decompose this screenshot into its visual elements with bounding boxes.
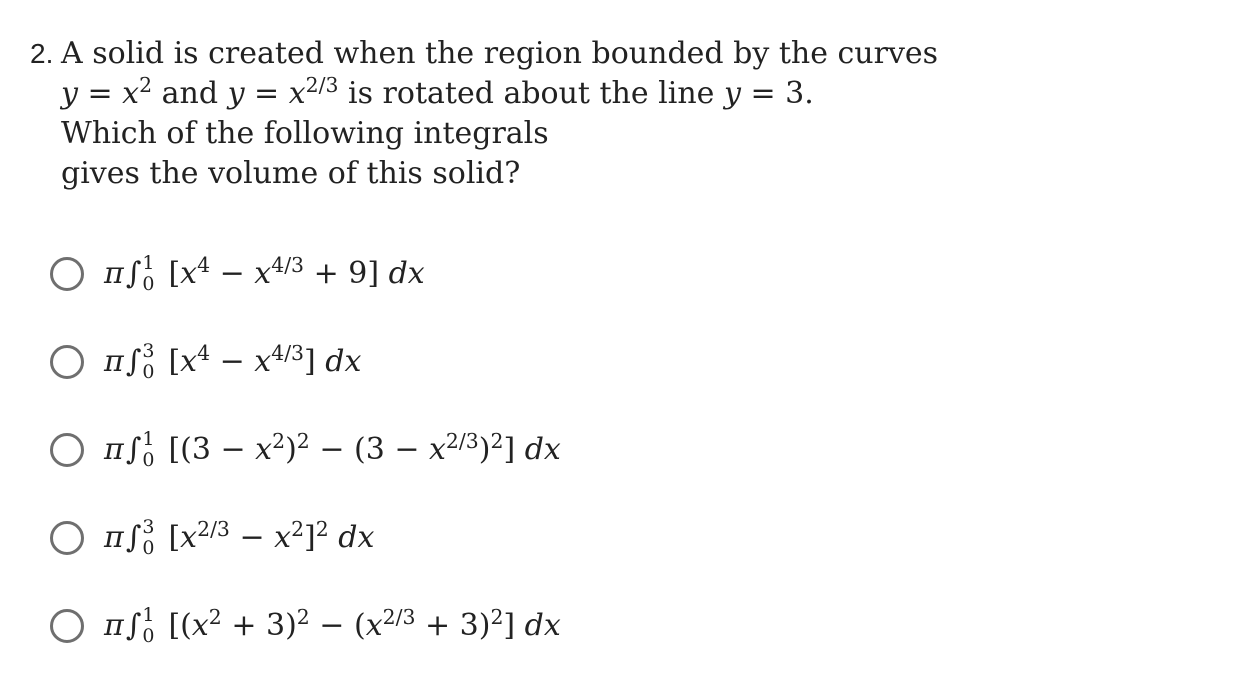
- math-var-x: x: [122, 76, 140, 111]
- math-equals: =: [77, 76, 123, 111]
- integral-sign: ∫ 1 0: [125, 252, 155, 295]
- question-line-4: gives the volume of this solid?: [61, 156, 521, 191]
- text-and: and: [152, 76, 228, 111]
- option-formula: [104, 254, 425, 294]
- math-text: ]: [304, 520, 316, 555]
- math-text: [(3 −: [168, 432, 256, 467]
- lower-limit: 0: [142, 537, 155, 559]
- question-text-line-1: A solid is created when the region bounded by the curves: [61, 36, 939, 71]
- integral-sign: ∫ 1 0: [125, 428, 155, 471]
- math-pi: π: [104, 256, 124, 291]
- math-exponent: 4/3: [271, 340, 305, 365]
- math-var-x: x: [288, 76, 306, 111]
- integral-sign: ∫ 3 0: [125, 340, 155, 383]
- answer-option-4[interactable]: [50, 494, 561, 582]
- question-block: [30, 34, 1030, 194]
- math-var-y: y: [723, 76, 741, 111]
- integrand: [168, 254, 424, 294]
- math-text: [: [168, 520, 181, 555]
- upper-limit: 1: [142, 604, 155, 626]
- answer-option-1[interactable]: [50, 230, 561, 318]
- radio-button[interactable]: [50, 345, 84, 379]
- math-text: [(: [168, 608, 192, 643]
- radio-button[interactable]: [50, 433, 84, 467]
- math-exponent: 2: [315, 516, 329, 541]
- integral-sign: ∫ 3 0: [125, 516, 155, 559]
- math-differential: dx: [338, 520, 375, 555]
- math-exponent: 2/3: [445, 428, 479, 453]
- math-text: − (: [309, 608, 366, 643]
- math-var-x: x: [180, 520, 198, 555]
- math-differential: dx: [388, 256, 425, 291]
- lower-limit: 0: [142, 273, 155, 295]
- math-pi: π: [104, 520, 124, 555]
- upper-limit: 3: [142, 516, 155, 538]
- option-formula: [104, 518, 374, 558]
- integrand: [168, 342, 361, 382]
- math-pi: π: [104, 608, 124, 643]
- lower-limit: 0: [142, 361, 155, 383]
- upper-limit: 3: [142, 340, 155, 362]
- math-equals: =: [244, 76, 289, 111]
- integrand: [168, 606, 560, 646]
- math-exponent: 2: [139, 72, 153, 97]
- answer-option-2[interactable]: [50, 318, 561, 406]
- question-line-2: [30, 74, 1030, 114]
- math-text: + 3): [221, 608, 297, 643]
- math-var-x: x: [180, 344, 198, 379]
- math-var-x: x: [180, 256, 198, 291]
- integrand: [168, 430, 560, 470]
- math-var-x: x: [254, 256, 272, 291]
- math-text: −: [210, 256, 255, 291]
- answer-options: [50, 230, 561, 670]
- math-text: ]: [503, 608, 525, 643]
- math-exponent: 4/3: [271, 252, 305, 277]
- math-exponent: 2: [208, 604, 222, 629]
- math-text: ]: [304, 344, 326, 379]
- math-var-y: y: [61, 76, 78, 111]
- math-text: −: [229, 520, 275, 555]
- answer-option-5[interactable]: [50, 582, 561, 670]
- text-rotated-about: is rotated about the line: [338, 76, 724, 111]
- lower-limit: 0: [142, 449, 155, 471]
- math-text: −: [210, 344, 255, 379]
- math-var-x: x: [254, 344, 272, 379]
- math-differential: dx: [325, 344, 362, 379]
- math-exponent: 2: [272, 428, 286, 453]
- math-var-x: x: [255, 432, 273, 467]
- math-exponent: 2/3: [197, 516, 230, 541]
- math-text: ): [285, 432, 297, 467]
- math-exponent: 2: [490, 604, 504, 629]
- math-exponent: 2: [296, 604, 310, 629]
- math-pi: π: [104, 432, 124, 467]
- math-text: + 3): [415, 608, 491, 643]
- math-differential: dx: [524, 608, 561, 643]
- question-line-1: [30, 34, 1030, 74]
- upper-limit: 1: [142, 252, 155, 274]
- math-pi: π: [104, 344, 124, 379]
- math-differential: dx: [524, 432, 561, 467]
- math-exponent: 2: [490, 428, 504, 453]
- math-text: [329, 520, 339, 555]
- radio-button[interactable]: [50, 609, 84, 643]
- math-text: ): [478, 432, 491, 467]
- math-exponent: 2: [296, 428, 310, 453]
- integrand: [168, 518, 374, 558]
- math-text: + 9]: [304, 256, 389, 291]
- option-formula: [104, 430, 561, 470]
- math-text: − (3 −: [309, 432, 429, 467]
- math-var-x: x: [274, 520, 292, 555]
- math-text: ]: [503, 432, 525, 467]
- radio-button[interactable]: [50, 521, 84, 555]
- math-exponent: 2/3: [305, 72, 339, 97]
- math-var-x: x: [365, 608, 383, 643]
- question-number: 2.: [30, 38, 54, 69]
- math-text: [: [168, 256, 181, 291]
- upper-limit: 1: [142, 428, 155, 450]
- math-exponent: 4: [197, 340, 211, 365]
- option-formula: [104, 342, 361, 382]
- math-exponent: 4: [197, 252, 211, 277]
- math-equals-3: = 3.: [740, 76, 814, 111]
- math-var-x: x: [429, 432, 446, 467]
- math-var-y: y: [227, 76, 245, 111]
- lower-limit: 0: [142, 625, 155, 647]
- answer-option-3[interactable]: [50, 406, 561, 494]
- math-exponent: 2/3: [382, 604, 416, 629]
- question-line-3: Which of the following integrals: [61, 116, 549, 151]
- integral-sign: ∫ 1 0: [125, 604, 155, 647]
- math-text: [: [168, 344, 181, 379]
- math-exponent: 2: [291, 516, 305, 541]
- math-var-x: x: [191, 608, 209, 643]
- radio-button[interactable]: [50, 257, 84, 291]
- option-formula: [104, 606, 561, 646]
